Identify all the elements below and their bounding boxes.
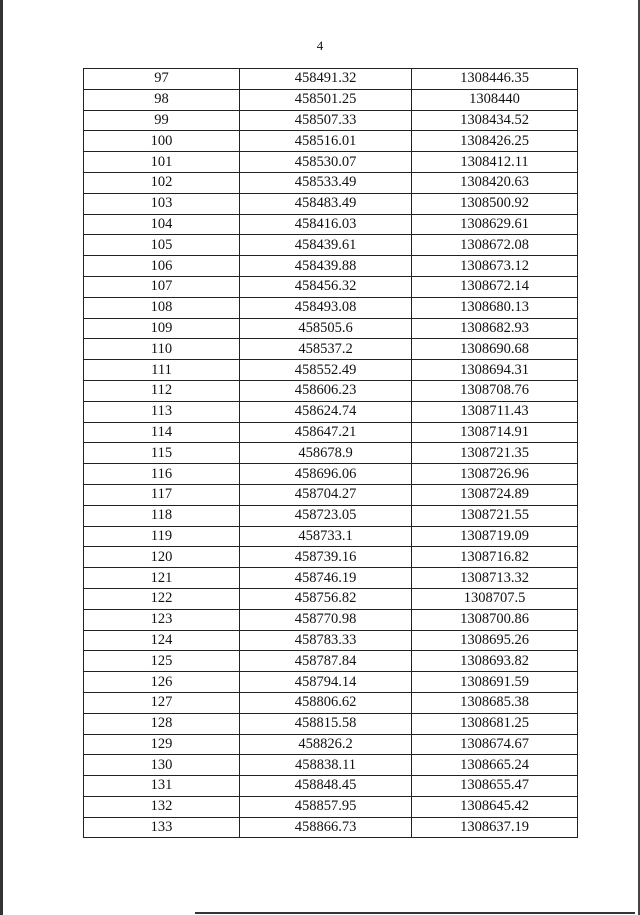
x-coordinate-cell: 458493.08 xyxy=(240,297,412,318)
x-coordinate-cell: 458739.16 xyxy=(240,547,412,568)
y-coordinate-cell: 1308690.68 xyxy=(412,339,578,360)
point-number-cell: 116 xyxy=(84,464,240,485)
y-coordinate-cell: 1308719.09 xyxy=(412,526,578,547)
point-number-cell: 103 xyxy=(84,193,240,214)
y-coordinate-cell: 1308672.08 xyxy=(412,235,578,256)
x-coordinate-cell: 458696.06 xyxy=(240,464,412,485)
table-row xyxy=(84,89,578,110)
table-row xyxy=(84,713,578,734)
x-coordinate-cell: 458456.32 xyxy=(240,276,412,297)
x-coordinate-cell: 458647.21 xyxy=(240,422,412,443)
table-row xyxy=(84,214,578,235)
point-number-cell: 132 xyxy=(84,796,240,817)
point-number-cell: 107 xyxy=(84,276,240,297)
x-coordinate-cell: 458516.01 xyxy=(240,131,412,152)
table-row xyxy=(84,547,578,568)
y-coordinate-cell: 1308724.89 xyxy=(412,484,578,505)
y-coordinate-cell: 1308500.92 xyxy=(412,193,578,214)
y-coordinate-cell: 1308426.25 xyxy=(412,131,578,152)
y-coordinate-cell: 1308700.86 xyxy=(412,609,578,630)
point-number-cell: 126 xyxy=(84,672,240,693)
y-coordinate-cell: 1308685.38 xyxy=(412,692,578,713)
y-coordinate-cell: 1308655.47 xyxy=(412,776,578,797)
table-row xyxy=(84,152,578,173)
y-coordinate-cell: 1308682.93 xyxy=(412,318,578,339)
table-row xyxy=(84,755,578,776)
table-row xyxy=(84,401,578,422)
x-coordinate-cell: 458746.19 xyxy=(240,568,412,589)
x-coordinate-cell: 458787.84 xyxy=(240,651,412,672)
y-coordinate-cell: 1308629.61 xyxy=(412,214,578,235)
table-row xyxy=(84,817,578,838)
x-coordinate-cell: 458838.11 xyxy=(240,755,412,776)
x-coordinate-cell: 458806.62 xyxy=(240,692,412,713)
point-number-cell: 119 xyxy=(84,526,240,547)
point-number-cell: 128 xyxy=(84,713,240,734)
point-number-cell: 106 xyxy=(84,256,240,277)
x-coordinate-cell: 458416.03 xyxy=(240,214,412,235)
x-coordinate-cell: 458866.73 xyxy=(240,817,412,838)
table-row xyxy=(84,256,578,277)
point-number-cell: 97 xyxy=(84,69,240,90)
point-number-cell: 111 xyxy=(84,360,240,381)
x-coordinate-cell: 458501.25 xyxy=(240,89,412,110)
point-number-cell: 133 xyxy=(84,817,240,838)
point-number-cell: 101 xyxy=(84,152,240,173)
x-coordinate-cell: 458530.07 xyxy=(240,152,412,173)
point-number-cell: 118 xyxy=(84,505,240,526)
table-row xyxy=(84,339,578,360)
table-row xyxy=(84,318,578,339)
table-row xyxy=(84,588,578,609)
table-row xyxy=(84,651,578,672)
table-row xyxy=(84,776,578,797)
point-number-cell: 105 xyxy=(84,235,240,256)
x-coordinate-cell: 458483.49 xyxy=(240,193,412,214)
y-coordinate-cell: 1308713.32 xyxy=(412,568,578,589)
point-number-cell: 115 xyxy=(84,443,240,464)
x-coordinate-cell: 458704.27 xyxy=(240,484,412,505)
coordinate-table-body xyxy=(84,69,578,838)
x-coordinate-cell: 458678.9 xyxy=(240,443,412,464)
point-number-cell: 117 xyxy=(84,484,240,505)
y-coordinate-cell: 1308691.59 xyxy=(412,672,578,693)
x-coordinate-cell: 458723.05 xyxy=(240,505,412,526)
point-number-cell: 112 xyxy=(84,380,240,401)
x-coordinate-cell: 458848.45 xyxy=(240,776,412,797)
y-coordinate-cell: 1308412.11 xyxy=(412,152,578,173)
point-number-cell: 130 xyxy=(84,755,240,776)
y-coordinate-cell: 1308680.13 xyxy=(412,297,578,318)
point-number-cell: 98 xyxy=(84,89,240,110)
table-row xyxy=(84,568,578,589)
point-number-cell: 131 xyxy=(84,776,240,797)
table-row xyxy=(84,110,578,131)
y-coordinate-cell: 1308726.96 xyxy=(412,464,578,485)
y-coordinate-cell: 1308714.91 xyxy=(412,422,578,443)
table-row xyxy=(84,505,578,526)
table-row xyxy=(84,69,578,90)
point-number-cell: 108 xyxy=(84,297,240,318)
scan-edge-left xyxy=(0,0,3,915)
x-coordinate-cell: 458624.74 xyxy=(240,401,412,422)
table-row xyxy=(84,484,578,505)
x-coordinate-cell: 458606.23 xyxy=(240,380,412,401)
table-row xyxy=(84,692,578,713)
x-coordinate-cell: 458756.82 xyxy=(240,588,412,609)
x-coordinate-cell: 458733.1 xyxy=(240,526,412,547)
x-coordinate-cell: 458815.58 xyxy=(240,713,412,734)
point-number-cell: 113 xyxy=(84,401,240,422)
point-number-cell: 121 xyxy=(84,568,240,589)
point-number-cell: 123 xyxy=(84,609,240,630)
x-coordinate-cell: 458537.2 xyxy=(240,339,412,360)
x-coordinate-cell: 458533.49 xyxy=(240,172,412,193)
y-coordinate-cell: 1308637.19 xyxy=(412,817,578,838)
table-row xyxy=(84,297,578,318)
y-coordinate-cell: 1308693.82 xyxy=(412,651,578,672)
y-coordinate-cell: 1308446.35 xyxy=(412,69,578,90)
y-coordinate-cell: 1308674.67 xyxy=(412,734,578,755)
x-coordinate-cell: 458552.49 xyxy=(240,360,412,381)
x-coordinate-cell: 458794.14 xyxy=(240,672,412,693)
point-number-cell: 129 xyxy=(84,734,240,755)
y-coordinate-cell: 1308694.31 xyxy=(412,360,578,381)
y-coordinate-cell: 1308434.52 xyxy=(412,110,578,131)
point-number-cell: 124 xyxy=(84,630,240,651)
table-row xyxy=(84,464,578,485)
point-number-cell: 109 xyxy=(84,318,240,339)
x-coordinate-cell: 458857.95 xyxy=(240,796,412,817)
y-coordinate-cell: 1308721.55 xyxy=(412,505,578,526)
page-number: 4 xyxy=(316,38,324,53)
coordinate-table xyxy=(83,68,578,838)
table-row xyxy=(84,734,578,755)
table-row xyxy=(84,172,578,193)
table-row xyxy=(84,131,578,152)
table-row xyxy=(84,526,578,547)
table-row xyxy=(84,443,578,464)
y-coordinate-cell: 1308707.5 xyxy=(412,588,578,609)
table-row xyxy=(84,609,578,630)
point-number-cell: 122 xyxy=(84,588,240,609)
x-coordinate-cell: 458770.98 xyxy=(240,609,412,630)
table-row xyxy=(84,360,578,381)
y-coordinate-cell: 1308672.14 xyxy=(412,276,578,297)
y-coordinate-cell: 1308645.42 xyxy=(412,796,578,817)
table-row xyxy=(84,235,578,256)
x-coordinate-cell: 458505.6 xyxy=(240,318,412,339)
table-row xyxy=(84,193,578,214)
table-row xyxy=(84,672,578,693)
x-coordinate-cell: 458491.32 xyxy=(240,69,412,90)
x-coordinate-cell: 458507.33 xyxy=(240,110,412,131)
point-number-cell: 110 xyxy=(84,339,240,360)
y-coordinate-cell: 1308673.12 xyxy=(412,256,578,277)
scan-edge-bottom xyxy=(195,912,635,914)
y-coordinate-cell: 1308440 xyxy=(412,89,578,110)
y-coordinate-cell: 1308665.24 xyxy=(412,755,578,776)
point-number-cell: 100 xyxy=(84,131,240,152)
y-coordinate-cell: 1308721.35 xyxy=(412,443,578,464)
y-coordinate-cell: 1308708.76 xyxy=(412,380,578,401)
y-coordinate-cell: 1308695.26 xyxy=(412,630,578,651)
x-coordinate-cell: 458439.88 xyxy=(240,256,412,277)
point-number-cell: 104 xyxy=(84,214,240,235)
table-row xyxy=(84,796,578,817)
point-number-cell: 102 xyxy=(84,172,240,193)
point-number-cell: 120 xyxy=(84,547,240,568)
y-coordinate-cell: 1308681.25 xyxy=(412,713,578,734)
point-number-cell: 127 xyxy=(84,692,240,713)
point-number-cell: 125 xyxy=(84,651,240,672)
y-coordinate-cell: 1308711.43 xyxy=(412,401,578,422)
y-coordinate-cell: 1308716.82 xyxy=(412,547,578,568)
point-number-cell: 114 xyxy=(84,422,240,443)
x-coordinate-cell: 458826.2 xyxy=(240,734,412,755)
table-row xyxy=(84,380,578,401)
x-coordinate-cell: 458783.33 xyxy=(240,630,412,651)
point-number-cell: 99 xyxy=(84,110,240,131)
table-row xyxy=(84,422,578,443)
table-row xyxy=(84,630,578,651)
x-coordinate-cell: 458439.61 xyxy=(240,235,412,256)
y-coordinate-cell: 1308420.63 xyxy=(412,172,578,193)
table-row xyxy=(84,276,578,297)
